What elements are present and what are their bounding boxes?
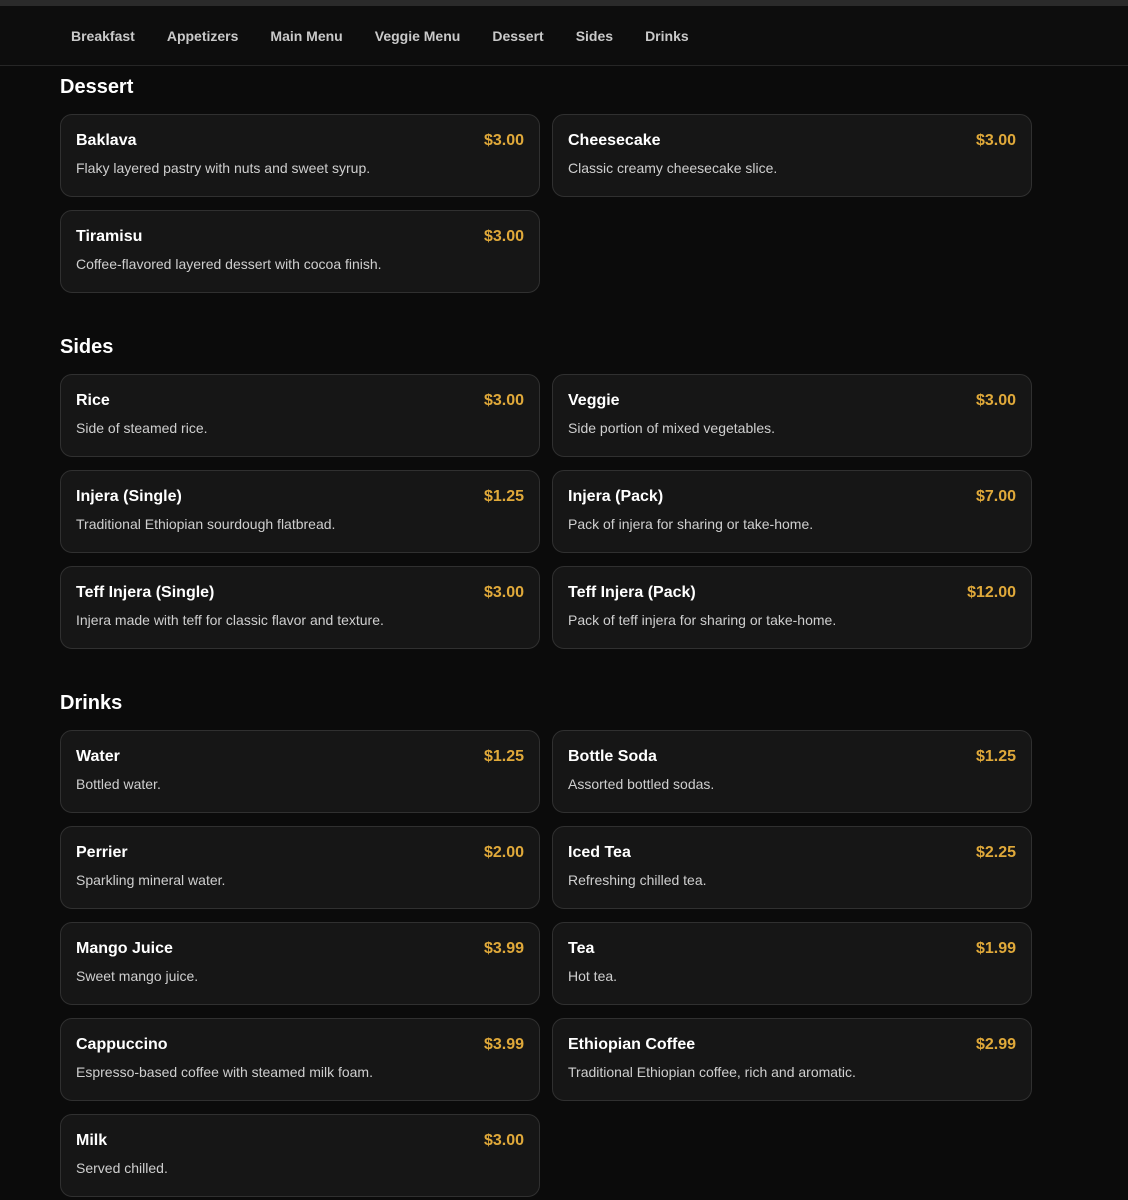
item-price: $2.25: [975, 844, 1016, 861]
item-price: $3.00: [483, 584, 524, 601]
card-header: [76, 129, 524, 153]
item-description: Traditional Ethiopian coffee, rich and aromatic.: [568, 1064, 856, 1080]
card-header: [568, 937, 1016, 961]
card-header: [568, 389, 1016, 413]
item-description: Traditional Ethiopian sourdough flatbread.: [76, 516, 336, 532]
menu-item-card[interactable]: [60, 1018, 540, 1101]
item-price: $1.25: [483, 488, 524, 505]
item-description: Pack of injera for sharing or take-home.: [568, 516, 814, 532]
menu-item-card[interactable]: [60, 730, 540, 813]
top-nav-bar: [0, 0, 1128, 66]
item-price: $3.00: [483, 228, 524, 245]
item-description: Sparkling mineral water.: [76, 872, 226, 888]
menu-item-card[interactable]: [552, 730, 1032, 813]
nav-link-dessert[interactable]: Dessert: [492, 28, 544, 44]
item-name: Ethiopian Coffee: [568, 1036, 696, 1053]
menu-item-card[interactable]: [552, 470, 1032, 553]
card-header: [568, 745, 1016, 769]
section-title: Dessert: [60, 76, 134, 98]
item-description: Refreshing chilled tea.: [568, 872, 707, 888]
nav-link-appetizers[interactable]: Appetizers: [166, 28, 239, 44]
card-header: [76, 1033, 524, 1057]
nav-link-main-menu[interactable]: Main Menu: [270, 28, 343, 44]
menu-item-card[interactable]: [552, 114, 1032, 197]
item-price: $3.00: [483, 132, 524, 149]
item-price: $1.99: [975, 940, 1016, 957]
item-description: Sweet mango juice.: [76, 968, 199, 984]
item-price: $3.00: [975, 392, 1016, 409]
menu-item-card[interactable]: [552, 374, 1032, 457]
item-description: Coffee-flavored layered dessert with cocoa finish.: [76, 256, 382, 272]
item-price: $3.99: [483, 940, 524, 957]
item-name: Cheesecake: [568, 132, 661, 149]
section-title: Sides: [60, 336, 114, 358]
section-spacer: [60, 649, 1032, 684]
menu-item-card[interactable]: [60, 114, 540, 197]
item-description: Injera made with teff for classic flavor and texture.: [76, 612, 384, 628]
menu-item-card[interactable]: [60, 470, 540, 553]
item-name: Tea: [568, 940, 595, 957]
item-price: $3.00: [483, 1132, 524, 1149]
item-price: $2.00: [483, 844, 524, 861]
item-description: Assorted bottled sodas.: [568, 776, 715, 792]
item-description: Bottled water.: [76, 776, 161, 792]
menu-item-card[interactable]: [552, 826, 1032, 909]
nav-link-breakfast[interactable]: Breakfast: [71, 28, 135, 44]
item-name: Water: [76, 748, 120, 765]
nav-link-drinks[interactable]: Drinks: [645, 28, 689, 44]
item-description: Espresso-based coffee with steamed milk foam.: [76, 1064, 373, 1080]
card-header: [76, 485, 524, 509]
section-dessert: [60, 68, 1032, 328]
card-header: [76, 389, 524, 413]
nav-link-veggie-menu[interactable]: Veggie Menu: [374, 28, 461, 44]
item-price: $2.99: [975, 1036, 1016, 1053]
item-name: Bottle Soda: [568, 748, 657, 765]
menu-item-card[interactable]: [60, 374, 540, 457]
section-spacer: [60, 293, 1032, 328]
menu-item-card[interactable]: [552, 1018, 1032, 1101]
card-header: [568, 1033, 1016, 1057]
section-title: Drinks: [60, 692, 123, 714]
item-description: Pack of teff injera for sharing or take-home.: [568, 612, 837, 628]
item-name: Cappuccino: [76, 1036, 168, 1053]
item-name: Teff Injera (Pack): [568, 584, 696, 601]
item-name: Milk: [76, 1132, 108, 1149]
item-price: $3.00: [975, 132, 1016, 149]
card-header: [76, 1129, 524, 1153]
item-name: Baklava: [76, 132, 137, 149]
item-name: Mango Juice: [76, 940, 173, 957]
item-name: Teff Injera (Single): [76, 584, 215, 601]
section-sides: [60, 328, 1032, 684]
item-name: Injera (Pack): [568, 488, 664, 505]
card-header: [76, 937, 524, 961]
menu-item-card[interactable]: [60, 566, 540, 649]
menu-grid: [60, 374, 1032, 649]
section-drinks: [60, 684, 1032, 1197]
card-header: [76, 841, 524, 865]
item-description: Side of steamed rice.: [76, 420, 208, 436]
item-name: Veggie: [568, 392, 620, 409]
category-nav: [60, 12, 710, 60]
item-description: Flaky layered pastry with nuts and sweet syrup.: [76, 160, 371, 176]
menu-item-card[interactable]: [60, 922, 540, 1005]
card-header: [568, 129, 1016, 153]
item-price: $12.00: [967, 584, 1016, 601]
menu-item-card[interactable]: [60, 1114, 540, 1197]
menu-item-card[interactable]: [552, 566, 1032, 649]
card-header: [568, 841, 1016, 865]
item-description: Side portion of mixed vegetables.: [568, 420, 776, 436]
menu-item-card[interactable]: [60, 210, 540, 293]
item-price: $7.00: [975, 488, 1016, 505]
item-name: Perrier: [76, 844, 128, 861]
item-price: $3.00: [483, 392, 524, 409]
card-header: [76, 225, 524, 249]
menu-grid: [60, 114, 1032, 293]
item-description: Classic creamy cheesecake slice.: [568, 160, 778, 176]
card-header: [76, 581, 524, 605]
menu-content: [60, 68, 1032, 1197]
item-description: Served chilled.: [76, 1160, 168, 1176]
card-header: [568, 581, 1016, 605]
menu-item-card[interactable]: [60, 826, 540, 909]
card-header: [568, 485, 1016, 509]
item-name: Tiramisu: [76, 228, 143, 245]
card-header: [76, 745, 524, 769]
item-price: $1.25: [975, 748, 1016, 765]
item-name: Iced Tea: [568, 844, 631, 861]
item-price: $3.99: [483, 1036, 524, 1053]
menu-item-card[interactable]: [552, 922, 1032, 1005]
item-name: Rice: [76, 392, 110, 409]
nav-link-sides[interactable]: Sides: [575, 28, 614, 44]
item-price: $1.25: [483, 748, 524, 765]
item-name: Injera (Single): [76, 488, 182, 505]
menu-grid: [60, 730, 1032, 1197]
item-description: Hot tea.: [568, 968, 618, 984]
